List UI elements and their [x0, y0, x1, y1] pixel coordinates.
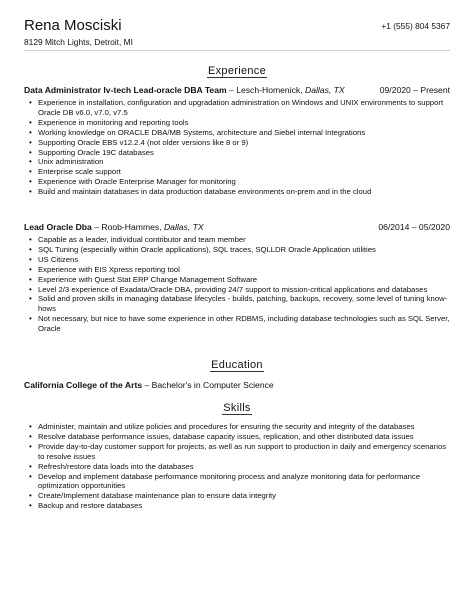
skills-heading — [0, 402, 474, 414]
job-company: Lesch-Homenick — [236, 85, 301, 95]
header-divider — [24, 50, 450, 51]
skill-item: • Provide day-to-day customer support for projects, as well as run support to production in daily and emergency scenarios to resolve issues — [38, 442, 450, 462]
job-separator: – — [91, 222, 102, 232]
job-bullet: • Supporting Oracle 19C databases — [38, 148, 450, 158]
skill-item: • Administer, maintain and utilize policies and procedures for ensuring the security and integrity of the databases — [38, 422, 450, 432]
resume-header — [24, 17, 450, 47]
skill-item: • Backup and restore databases — [38, 501, 450, 511]
education-heading — [0, 359, 474, 371]
job-bullet: • Enterprise scale support — [38, 167, 450, 177]
job-bullet: • Experience with Oracle Enterprise Manager for monitoring — [38, 177, 450, 187]
job-bullet: • Working knowledge on ORACLE DBA/MB Systems, architecture and Siebel internal Integrations — [38, 128, 450, 138]
education-entry — [24, 380, 450, 390]
job-bullet: • Experience in monitoring and reporting tools — [38, 118, 450, 128]
job-company: Roob-Hammes — [101, 222, 160, 232]
job-bullet: • Experience in installation, configuration and upgradation administration on Windows and UNIX environments to support Oracle DB v6.0, v7.0, v7.5 — [38, 98, 450, 118]
experience-heading — [0, 65, 474, 77]
job-bullet: • US Citizens — [38, 255, 450, 265]
skill-item: • Refresh/restore data loads into the databases — [38, 462, 450, 472]
job-bullet: • Level 2/3 experience of Exadata/Oracle DBA, providing 24/7 support to mission-critical applications and databases — [38, 285, 450, 295]
job-bullet: • Not necessary, but nice to have some experience in other RDBMS, including database technologies such as SQL Server, Oracle — [38, 314, 450, 334]
education-separator: – — [142, 380, 152, 390]
education-heading-text: Education — [211, 359, 263, 371]
job-title: Data Administrator Iv-tech Lead-oracle DBA Team — [24, 85, 227, 95]
skill-item: • Create/Implement database maintenance plan to ensure data integrity — [38, 491, 450, 501]
job-bullet: • Experience with Quest Stat ERP Change Management Software — [38, 275, 450, 285]
job-bullet: • Build and maintain databases in data production database environments on-prem and in the cloud — [38, 187, 450, 197]
phone-number: +1 (555) 804 5367 — [381, 21, 450, 31]
job-bullet-list — [24, 235, 450, 334]
job-header: Lead Oracle Dba – Roob-Hammes, Dallas, TX 06/2014 – 05/2020 — [24, 222, 450, 232]
skills-heading-text: Skills — [223, 402, 251, 414]
candidate-name: Rena Mosciski — [24, 17, 122, 34]
skills-list — [24, 422, 450, 511]
job-bullet-list — [24, 98, 450, 197]
job-bullet: • SQL Tuning (especially within Oracle applications), SQL traces, SQLLDR Oracle Application utilities — [38, 245, 450, 255]
job-bullet: • Capable as a leader, individual contributor and team member — [38, 235, 450, 245]
experience-heading-text: Experience — [207, 65, 267, 77]
school-name: California College of the Arts — [24, 380, 143, 390]
job-bullet: • Experience with EIS Xpress reporting tool — [38, 265, 450, 275]
skill-item: • Resolve database performance issues, database capacity issues, replication, and other distributed data issues — [38, 432, 450, 442]
job-dates: 06/2014 – 05/2020 — [378, 222, 450, 232]
job-location: Dallas, TX — [304, 85, 345, 95]
degree: Bachelor's in Computer Science — [151, 380, 274, 390]
skills-section — [24, 420, 450, 511]
address: 8129 Mitch Lights, Detroit, MI — [24, 37, 133, 47]
job-dates: 09/2020 – Present — [379, 85, 450, 95]
job-title: Lead Oracle Dba — [24, 222, 92, 232]
job-bullet: • Unix administration — [38, 157, 450, 167]
skill-item: • Develop and implement database performance monitoring process and analyze monitoring data for performance optimization opportunities — [38, 472, 450, 492]
job-header: Data Administrator Iv-tech Lead-oracle DBA Team – Lesch-Homenick, Dallas, TX 09/2020 – Present — [24, 85, 450, 95]
job-location: Dallas, TX — [163, 222, 204, 232]
job-separator: – — [226, 85, 237, 95]
job-entry — [24, 85, 450, 197]
job-bullet: • Supporting Oracle EBS v12.2.4 (not older versions like 8 or 9) — [38, 138, 450, 148]
job-entry — [24, 222, 450, 334]
job-bullet: • Solid and proven skills in managing database lifecycles - builds, patching, backups, recovery, some level of tuning know-hows — [38, 294, 450, 314]
